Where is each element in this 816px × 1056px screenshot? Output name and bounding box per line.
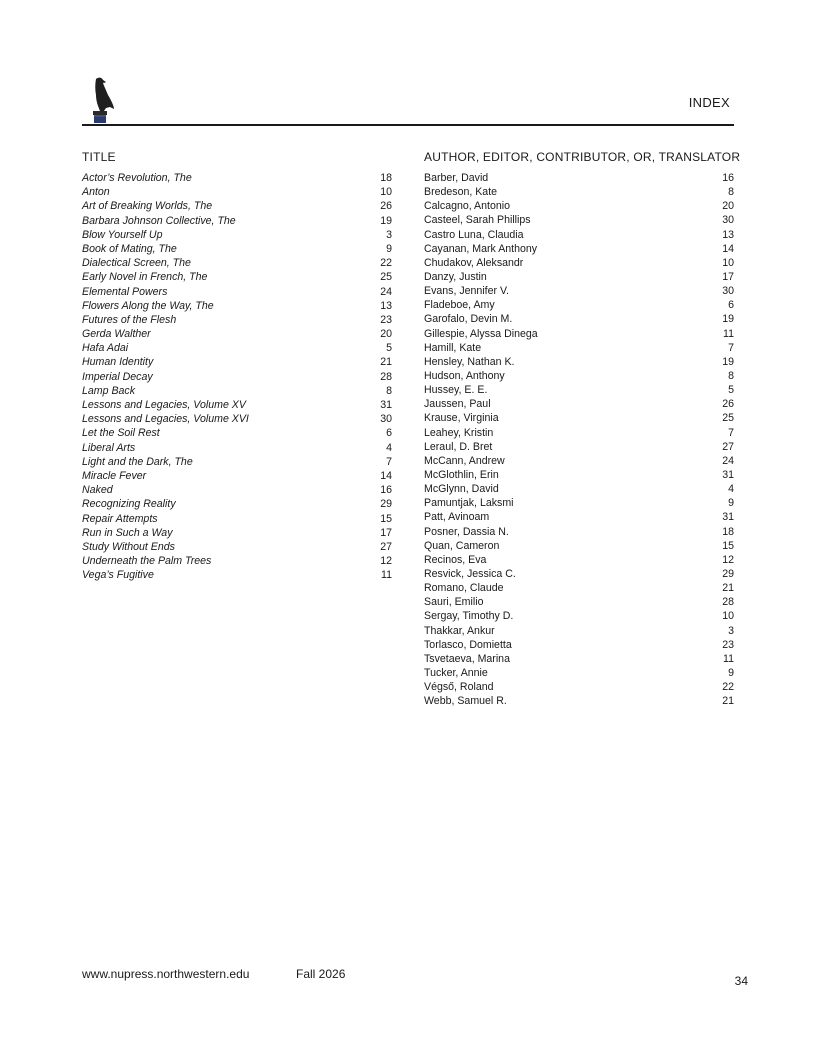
entry-name: Miracle Fever xyxy=(82,469,147,482)
entry-page-number: 13 xyxy=(722,228,734,241)
entry-name: Flowers Along the Way, The xyxy=(82,299,214,312)
entry-name: Jaussen, Paul xyxy=(424,398,491,411)
entry-name: Gerda Walther xyxy=(82,328,151,341)
index-entry xyxy=(424,694,734,708)
entry-page-number: 15 xyxy=(380,512,392,525)
entry-name: McCann, Andrew xyxy=(424,454,505,467)
entry-name: Chudakov, Aleksandr xyxy=(424,256,524,269)
index-entry xyxy=(424,525,734,539)
index-entry xyxy=(424,242,734,256)
index-entry xyxy=(82,313,392,327)
index-entry xyxy=(82,469,392,483)
index-entry xyxy=(424,383,734,397)
index-entry xyxy=(424,624,734,638)
entry-page-number: 9 xyxy=(728,666,734,679)
index-entry xyxy=(424,256,734,270)
index-entry xyxy=(82,285,392,299)
index-entry xyxy=(424,609,734,623)
index-entry xyxy=(82,299,392,313)
entry-name: Elemental Powers xyxy=(82,285,168,298)
entry-page-number: 19 xyxy=(722,313,734,326)
entry-page-number: 16 xyxy=(380,484,392,497)
index-entry xyxy=(82,341,392,355)
hawk-on-perch-icon xyxy=(86,76,116,124)
page-number: 34 xyxy=(734,974,748,988)
index-entry xyxy=(424,666,734,680)
index-entry xyxy=(424,312,734,326)
index-entry xyxy=(424,539,734,553)
entry-page-number: 8 xyxy=(728,369,734,382)
entry-name: Castro Luna, Claudia xyxy=(424,228,524,241)
entry-name: Let the Soil Rest xyxy=(82,427,160,440)
entry-name: Hussey, E. E. xyxy=(424,384,488,397)
index-entry xyxy=(424,510,734,524)
entry-page-number: 10 xyxy=(722,610,734,623)
index-entry xyxy=(82,568,392,582)
index-entry xyxy=(424,454,734,468)
entry-name: Underneath the Palm Trees xyxy=(82,555,212,568)
entry-page-number: 24 xyxy=(722,454,734,467)
entry-page-number: 7 xyxy=(728,341,734,354)
index-entry xyxy=(424,341,734,355)
entry-name: Early Novel in French, The xyxy=(82,271,208,284)
entry-name: Posner, Dassia N. xyxy=(424,525,509,538)
entry-page-number: 22 xyxy=(380,257,392,270)
index-entry xyxy=(424,298,734,312)
entry-page-number: 20 xyxy=(380,328,392,341)
entry-name: Recinos, Eva xyxy=(424,553,487,566)
index-entry xyxy=(82,214,392,228)
entry-name: Vega’s Fugitive xyxy=(82,569,154,582)
entry-page-number: 14 xyxy=(380,469,392,482)
entry-page-number: 10 xyxy=(722,256,734,269)
index-entry xyxy=(424,652,734,666)
index-entry xyxy=(424,638,734,652)
entry-page-number: 9 xyxy=(386,242,392,255)
entry-name: Barbara Johnson Collective, The xyxy=(82,214,236,227)
entry-page-number: 5 xyxy=(386,342,392,355)
entry-name: Art of Breaking Worlds, The xyxy=(82,200,213,213)
index-entry xyxy=(424,284,734,298)
title-index-list xyxy=(82,171,392,582)
index-entry xyxy=(82,398,392,412)
entry-name: Repair Attempts xyxy=(82,512,158,525)
index-entry xyxy=(82,497,392,511)
entry-name: Tsvetaeva, Marina xyxy=(424,652,510,665)
entry-page-number: 19 xyxy=(722,355,734,368)
entry-page-number: 26 xyxy=(722,398,734,411)
title-column-heading: TITLE xyxy=(82,150,116,164)
entry-page-number: 15 xyxy=(722,539,734,552)
entry-name: McGlothlin, Erin xyxy=(424,468,499,481)
entry-name: Végső, Roland xyxy=(424,681,494,694)
index-entry xyxy=(82,327,392,341)
entry-name: Imperial Decay xyxy=(82,370,153,383)
entry-page-number: 27 xyxy=(380,540,392,553)
entry-page-number: 20 xyxy=(722,200,734,213)
entry-name: Lamp Back xyxy=(82,384,135,397)
index-entry xyxy=(424,482,734,496)
entry-page-number: 11 xyxy=(723,327,734,340)
index-entry xyxy=(424,369,734,383)
entry-name: Quan, Cameron xyxy=(424,539,500,552)
entry-page-number: 19 xyxy=(380,214,392,227)
entry-page-number: 21 xyxy=(722,582,734,595)
entry-name: Lessons and Legacies, Volume XV xyxy=(82,399,246,411)
entry-name: Leahey, Kristin xyxy=(424,426,494,439)
index-entry xyxy=(82,228,392,242)
entry-name: Dialectical Screen, The xyxy=(82,257,191,270)
index-entry xyxy=(82,256,392,270)
entry-page-number: 17 xyxy=(380,526,392,539)
entry-page-number: 5 xyxy=(728,384,734,397)
entry-page-number: 25 xyxy=(380,271,392,284)
header-rule xyxy=(82,124,734,126)
index-entry xyxy=(82,441,392,455)
index-entry xyxy=(82,270,392,284)
author-index-list xyxy=(424,171,734,708)
entry-page-number: 31 xyxy=(722,468,734,481)
entry-name: Thakkar, Ankur xyxy=(424,624,495,637)
entry-page-number: 28 xyxy=(380,370,392,383)
entry-name: Actor’s Revolution, The xyxy=(82,172,192,184)
entry-name: Evans, Jennifer V. xyxy=(424,285,509,298)
entry-page-number: 6 xyxy=(386,427,392,440)
entry-page-number: 6 xyxy=(728,299,734,312)
entry-page-number: 16 xyxy=(722,172,734,184)
entry-page-number: 31 xyxy=(380,399,392,411)
entry-name: Hensley, Nathan K. xyxy=(424,355,515,368)
entry-name: Krause, Virginia xyxy=(424,412,499,425)
entry-name: Blow Yourself Up xyxy=(82,228,163,241)
entry-name: Sauri, Emilio xyxy=(424,596,484,609)
entry-page-number: 11 xyxy=(381,569,392,582)
entry-page-number: 21 xyxy=(380,356,392,369)
entry-name: Fladeboe, Amy xyxy=(424,299,495,312)
index-entry xyxy=(424,355,734,369)
entry-page-number: 31 xyxy=(722,511,734,524)
index-entry xyxy=(82,199,392,213)
index-entry xyxy=(82,512,392,526)
index-entry xyxy=(424,468,734,482)
index-entry xyxy=(424,426,734,440)
entry-name: Barber, David xyxy=(424,172,489,184)
entry-name: Naked xyxy=(82,484,113,497)
index-entry xyxy=(82,483,392,497)
entry-name: Torlasco, Domietta xyxy=(424,638,512,651)
entry-page-number: 7 xyxy=(728,426,734,439)
author-column-heading: AUTHOR, EDITOR, CONTRIBUTOR, OR, TRANSLATOR xyxy=(424,150,741,164)
entry-name: Liberal Arts xyxy=(82,441,136,454)
entry-page-number: 3 xyxy=(386,228,392,241)
entry-name: Hafa Adai xyxy=(82,342,129,355)
index-entry xyxy=(424,581,734,595)
index-entry xyxy=(424,680,734,694)
entry-page-number: 29 xyxy=(380,498,392,511)
entry-page-number: 13 xyxy=(380,299,392,312)
entry-page-number: 26 xyxy=(380,200,392,213)
entry-page-number: 7 xyxy=(386,455,392,468)
entry-name: Romano, Claude xyxy=(424,582,504,595)
entry-page-number: 22 xyxy=(722,681,734,694)
index-entry xyxy=(424,411,734,425)
entry-page-number: 10 xyxy=(380,186,392,199)
entry-page-number: 4 xyxy=(386,441,392,454)
index-entry xyxy=(82,355,392,369)
entry-name: Garofalo, Devin M. xyxy=(424,313,513,326)
entry-name: Patt, Avinoam xyxy=(424,511,490,524)
index-entry xyxy=(424,397,734,411)
entry-name: Futures of the Flesh xyxy=(82,313,177,326)
footer-season: Fall 2026 xyxy=(296,967,346,981)
entry-page-number: 3 xyxy=(728,624,734,637)
entry-page-number: 4 xyxy=(728,483,734,496)
entry-page-number: 23 xyxy=(380,313,392,326)
index-entry xyxy=(82,526,392,540)
entry-name: Danzy, Justin xyxy=(424,270,487,283)
index-entry xyxy=(82,242,392,256)
entry-name: Casteel, Sarah Phillips xyxy=(424,214,531,227)
entry-name: Human Identity xyxy=(82,356,154,369)
entry-page-number: 25 xyxy=(722,412,734,425)
index-entry xyxy=(424,595,734,609)
entry-page-number: 18 xyxy=(722,525,734,538)
index-entry xyxy=(424,270,734,284)
entry-name: Recognizing Reality xyxy=(82,498,176,511)
index-entry xyxy=(82,412,392,426)
entry-page-number: 28 xyxy=(722,596,734,609)
index-entry xyxy=(424,327,734,341)
index-entry xyxy=(424,567,734,581)
entry-name: Tucker, Annie xyxy=(424,666,488,679)
entry-page-number: 30 xyxy=(380,413,392,426)
entry-name: Lessons and Legacies, Volume XVI xyxy=(82,413,249,426)
index-entry xyxy=(424,213,734,227)
index-entry xyxy=(424,199,734,213)
index-entry xyxy=(82,370,392,384)
entry-page-number: 24 xyxy=(380,285,392,298)
entry-name: Study Without Ends xyxy=(82,540,175,553)
index-label: INDEX xyxy=(688,95,730,110)
index-entry xyxy=(82,384,392,398)
entry-name: Webb, Samuel R. xyxy=(424,695,507,708)
index-entry xyxy=(424,228,734,242)
entry-page-number: 21 xyxy=(722,695,734,708)
entry-name: Leraul, D. Bret xyxy=(424,440,493,453)
entry-name: Hamill, Kate xyxy=(424,341,482,354)
entry-page-number: 18 xyxy=(380,172,392,184)
entry-page-number: 29 xyxy=(722,567,734,580)
entry-name: Cayanan, Mark Anthony xyxy=(424,242,538,255)
entry-name: Light and the Dark, The xyxy=(82,455,193,468)
entry-name: Book of Mating, The xyxy=(82,242,177,255)
entry-name: Pamuntjak, Laksmi xyxy=(424,497,514,510)
index-entry xyxy=(82,171,392,185)
index-entry xyxy=(424,440,734,454)
index-entry xyxy=(82,540,392,554)
index-entry xyxy=(82,426,392,440)
entry-page-number: 17 xyxy=(722,270,734,283)
entry-page-number: 30 xyxy=(722,214,734,227)
entry-page-number: 12 xyxy=(380,555,392,568)
entry-page-number: 8 xyxy=(386,384,392,397)
entry-name: Hudson, Anthony xyxy=(424,369,505,382)
entry-name: Resvick, Jessica C. xyxy=(424,567,516,580)
index-entry xyxy=(424,496,734,510)
entry-page-number: 30 xyxy=(722,285,734,298)
footer-url[interactable]: www.nupress.northwestern.edu xyxy=(82,967,250,981)
entry-name: Bredeson, Kate xyxy=(424,186,498,199)
entry-page-number: 27 xyxy=(722,440,734,453)
index-entry xyxy=(424,185,734,199)
index-entry xyxy=(82,554,392,568)
index-entry xyxy=(82,185,392,199)
index-entry xyxy=(424,553,734,567)
entry-page-number: 14 xyxy=(722,242,734,255)
entry-name: Sergay, Timothy D. xyxy=(424,610,514,623)
entry-name: Anton xyxy=(82,186,110,199)
entry-page-number: 8 xyxy=(728,186,734,199)
entry-page-number: 9 xyxy=(728,497,734,510)
entry-name: Run in Such a Way xyxy=(82,526,173,539)
entry-name: Calcagno, Antonio xyxy=(424,200,510,213)
entry-page-number: 23 xyxy=(722,638,734,651)
entry-name: Gillespie, Alyssa Dinega xyxy=(424,327,538,340)
entry-page-number: 11 xyxy=(723,652,734,665)
entry-page-number: 12 xyxy=(722,553,734,566)
index-entry xyxy=(82,455,392,469)
entry-name: McGlynn, David xyxy=(424,483,499,496)
index-entry xyxy=(424,171,734,185)
